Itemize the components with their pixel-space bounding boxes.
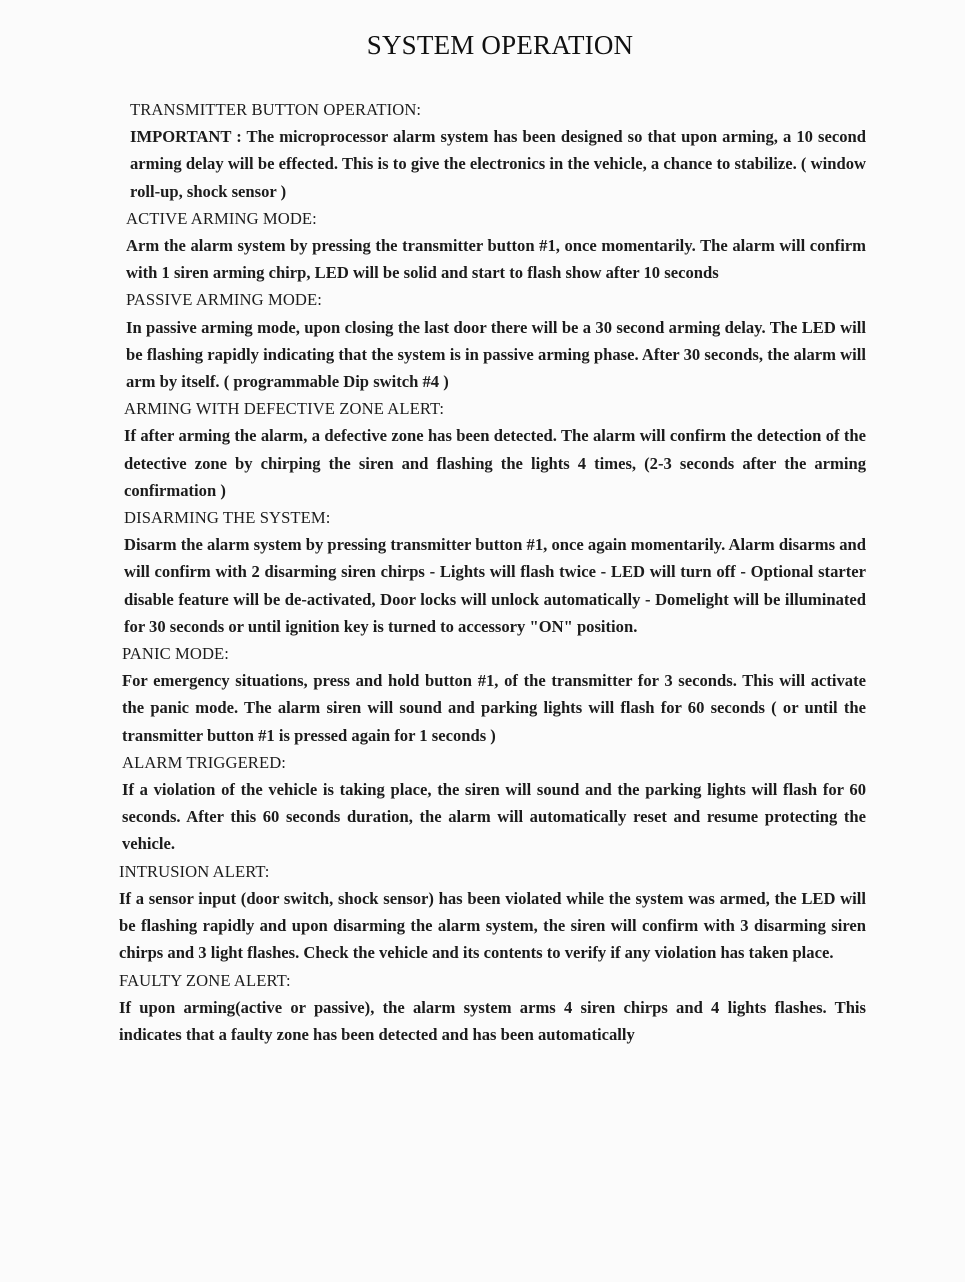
section-text: If a sensor input (door switch, shock sensor) has been violated while the system was armed, the LED will be flashing rapidly and upon disarming the alarm system, the siren will confirm with 3 disarming siren chirps and 3 light flashes. Check the vehicle and its contents to verify if any violation has taken place. (119, 888, 866, 963)
section-panic-mode (122, 640, 866, 749)
section-heading: ACTIVE ARMING MODE: (126, 208, 317, 228)
section-heading: TRANSMITTER BUTTON OPERATION: (130, 100, 422, 119)
section-arming-with-defective-zone-alert (122, 395, 866, 504)
section-intrusion-alert (119, 858, 866, 967)
section-transmitter-button-operation (122, 96, 866, 205)
section-active-arming-mode (122, 205, 866, 287)
section-faulty-zone-alert (119, 967, 866, 1049)
document-body (119, 96, 866, 1048)
section-heading: ALARM TRIGGERED: (122, 752, 287, 772)
section-text: In passive arming mode, upon closing the last door there will be a 30 second arming delay. The LED will be flashing rapidly indicating that the system is in passive arming phase. After 30 seconds, the alarm will arm by itself. ( programmable Dip switch #4 ) (126, 317, 866, 392)
section-text: Arm the alarm system by pressing the transmitter button #1, once momentarily. The alarm will confirm with 1 siren arming chirp, LED will be solid and start to flash show after 10 seconds (126, 236, 866, 283)
section-alarm-triggered (122, 749, 866, 858)
section-disarming-the-system (122, 504, 866, 640)
section-heading: PASSIVE ARMING MODE: (126, 290, 322, 310)
section-text: If upon arming(active or passive), the alarm system arms 4 siren chirps and 4 lights flashes. This indicates that a faulty zone has been detected and has been automatically (119, 997, 866, 1044)
section-heading: DISARMING THE SYSTEM: (124, 508, 331, 528)
section-text: If a violation of the vehicle is taking place, the siren will sound and the parking lights will flash for 60 seconds. After this 60 seconds duration, the alarm will automatically reset and resume protecting the vehicle. (122, 780, 866, 854)
section-text: Disarm the alarm system by pressing transmitter button #1, once again momentarily. Alarm disarms and will confirm with 2 disarming siren chirps - Lights will flash twice - LED will turn off - Optional starter disable feature will be de-activated, Door locks will unlock automatically - Domelight will be illuminated for 30 seconds or until ignition key is turned to accessory "ON" position. (124, 535, 866, 636)
section-text: If after arming the alarm, a defective zone has been detected. The alarm will confirm the detection of the detective zone by chirping the siren and flashing the lights 4 times, (2-3 seconds after the arming confirmation ) (124, 426, 866, 500)
section-text: For emergency situations, press and hold button #1, of the transmitter for 3 seconds. This will activate the panic mode. The alarm siren will sound and parking lights will flash for 60 seconds ( or until the transmitter button #1 is pressed again for 1 seconds ) (122, 671, 866, 745)
section-passive-arming-mode (122, 286, 866, 395)
section-heading: ARMING WITH DEFECTIVE ZONE ALERT: (124, 399, 445, 419)
section-heading: INTRUSION ALERT: (119, 861, 270, 881)
section-text: IMPORTANT : The microprocessor alarm system has been designed so that upon arming, a 10 second arming delay will be effected. This is to give the electronics in the vehicle, a chance to stabilize. ( window roll-up, shock sensor ) (130, 127, 866, 201)
page-title: SYSTEM OPERATION (366, 30, 634, 60)
section-heading: PANIC MODE: (122, 644, 229, 664)
section-heading: FAULTY ZONE ALERT: (119, 970, 291, 990)
